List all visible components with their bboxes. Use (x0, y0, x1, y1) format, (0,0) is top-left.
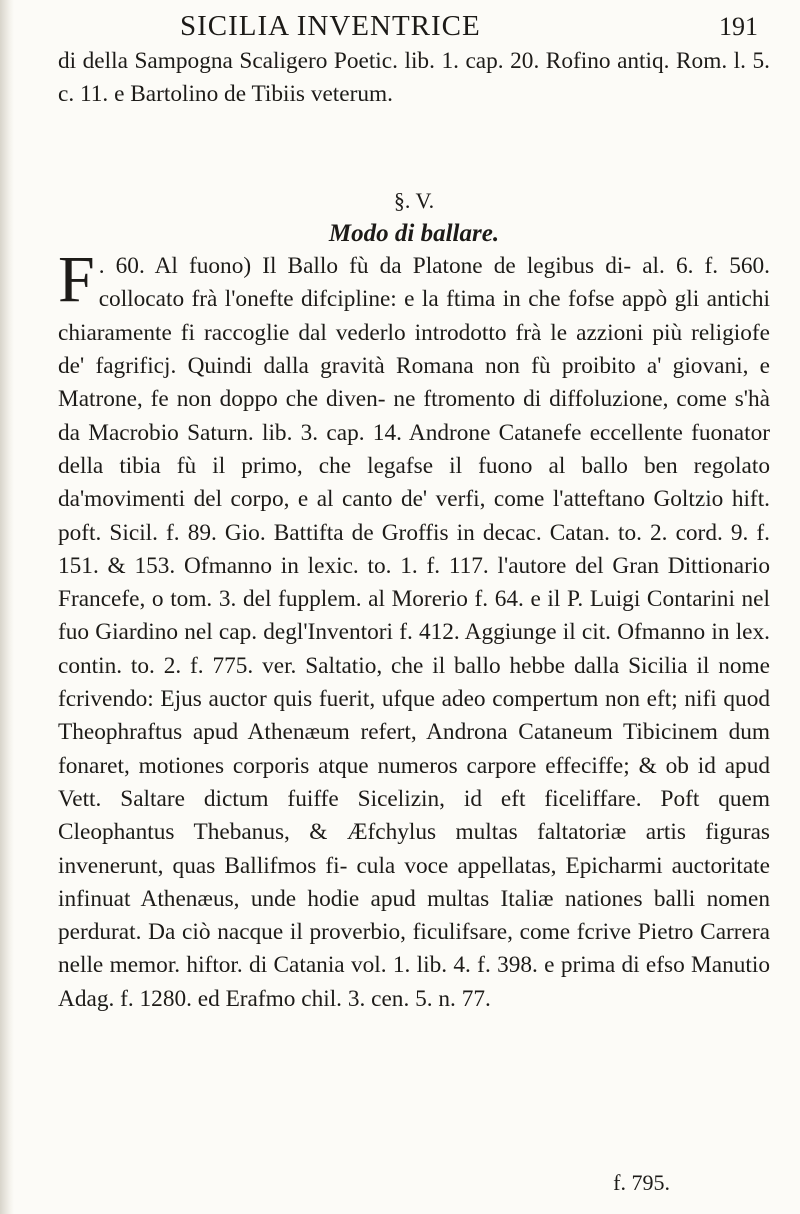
running-title: SICILIA INVENTRICE (180, 10, 481, 42)
page-gutter (0, 0, 14, 1214)
section-title: Modo di ballare. (328, 219, 500, 247)
drop-cap: F (58, 243, 95, 317)
main-paragraph-text: . 60. Al fuono) Il Ballo fù da Platone de legibus di- al. 6. f. 560. collocato frà l'onefte difcipline: e la ftima in che fofse appò gli antichi chiaramente fi raccoglie dal vederlo introdotto frà le azzioni più religiofe de' fagrificj. Quindi dalla gravità Romana non fù proibito a' giovani, e Matrone, fe non doppo che diven- ne ftromento di diffoluzione, come s'hà da Macrobio Saturn. lib. 3. cap. 14. Androne Catanefe eccellente fuonator della tibia fù il primo, che legafse il fuono al ballo ben regolato da'movimenti del corpo, e al canto de' verfi, come l'atteftano Goltzio hift. poft. Sicil. f. 89. Gio. Battifta de Groffis in decac. Catan. to. 2. cord. 9. f. 151. & 153. Ofmanno in lexic. to. 1. f. 117. l'autore del Gran Dittionario Francefe, o tom. 3. del fupplem. al Morerio f. 64. e il P. Luigi Contarini nel fuo Giardino nel cap. degl'Inventori f. 412. Aggiunge il cit. Ofmanno in lex. contin. to. 2. f. 775. ver. Saltatio, che il ballo hebbe dalla Sicilia il nome fcrivendo: Ejus auctor quis fuerit, ufque adeo compertum non eft; nifi quod Theophraftus apud Athenæum refert, Androna Cataneum Tibicinem dum fonaret, motiones corporis atque numeros carpore effeciffe; & ob id apud Vett. Saltare dictum fuiffe Sicelizin, id eft ficeliffare. Poft quem Cleophantus Thebanus, & Æfchylus multas faltatoriæ artis figuras invenerunt, quas Ballifmos fi- cula voce appellatas, Epicharmi auctoritate infinuat Athenæus, unde hodie apud multas Italiæ nationes balli nomen perdurat. Da ciò nacque il proverbio, ficulifsare, come fcrive Pietro Carrera nelle memor. hiftor. di Catania vol. 1. lib. 4. f. 398. e prima di efso Manutio Adag. f. 1280. ed Erafmo chil. 3. cen. 5. n. 77. (58, 253, 770, 1012)
page-header (80, 10, 770, 44)
section-number: §. V. (393, 187, 435, 213)
body-text (58, 45, 770, 1016)
page-reference: f. 795. (613, 1170, 670, 1195)
main-paragraph (58, 243, 770, 1016)
intro-paragraph: di della Sampogna Scaligero Poetic. lib. 1. cap. 20. Rofino antiq. Rom. l. 5. c. 11. e Bartolino de Tibiis veterum. (58, 48, 770, 108)
page-number: 191 (719, 12, 758, 41)
